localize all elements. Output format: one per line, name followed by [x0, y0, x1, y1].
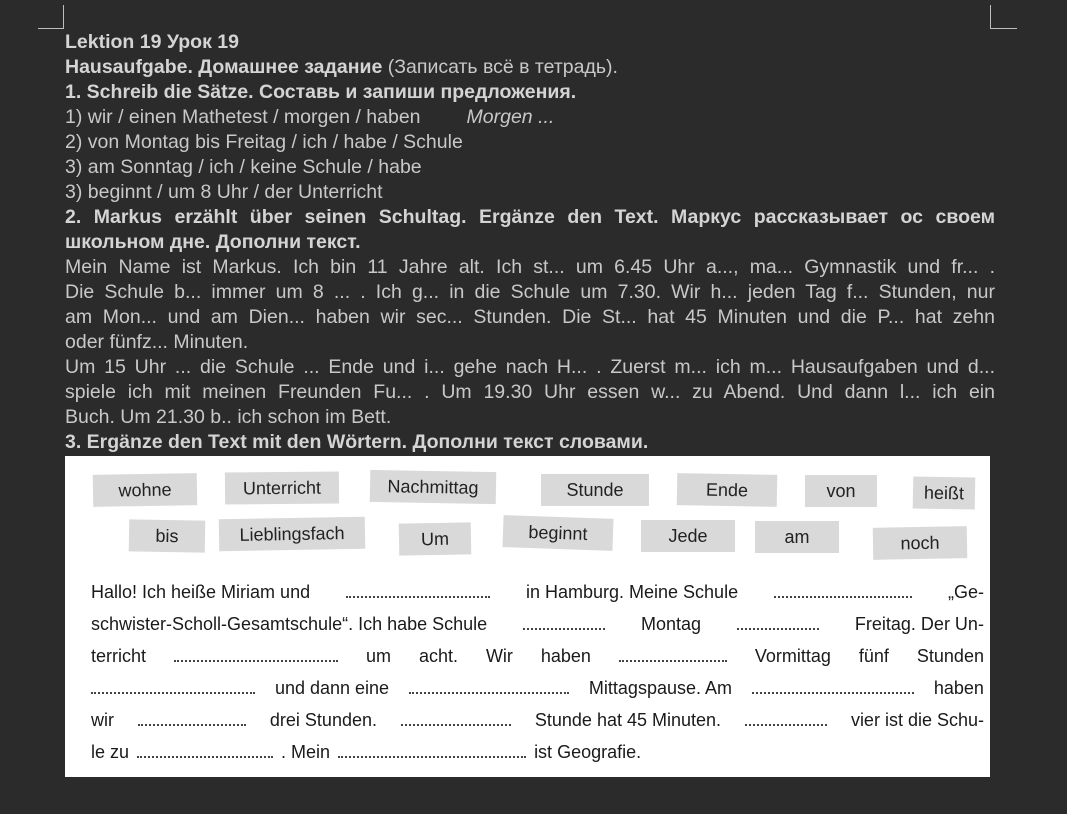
blank [137, 742, 273, 758]
task2-text-line: Buch. Um 21.30 b.. ich schon im Bett. [65, 406, 392, 428]
blank [409, 678, 569, 694]
blank [338, 742, 526, 758]
homework-title: Hausaufgabe. Домашнее задание [65, 56, 383, 78]
page-corner-mark-top-left [38, 5, 64, 29]
cloze-line: le zu . Mein ist Geografie. [91, 742, 642, 762]
blank [346, 582, 490, 598]
lesson-heading: Lektion 19 Урок 19 [65, 31, 239, 53]
word-tile: Unterricht [225, 472, 339, 505]
word-tile: bis [129, 519, 206, 552]
task1-hint: Morgen ... [466, 106, 555, 128]
word-tile: Lieblingsfach [219, 517, 366, 552]
task2-text-line: am Mon... und am Dien... haben wir sec... Stunden. Die St... hat 45 Minuten und die P... hat zehn [65, 306, 995, 328]
cloze-line: terricht um acht. Wir haben Vormittag fünf Stunden [91, 646, 984, 666]
cloze-line: schwister-Scholl-Gesamtschule“. Ich habe Schule Montag Freitag. Der Un- [91, 614, 984, 634]
word-bank-exercise-image [65, 456, 990, 777]
task3-title: 3. Ergänze den Text mit den Wörtern. Дополни текст словами. [65, 431, 649, 453]
task2-text-line: Um 15 Uhr ... die Schule ... Ende und i... gehe nach H... . Zuerst m... ich m... Hausaufgaben und d... [65, 356, 995, 378]
blank [745, 710, 827, 726]
blank [174, 646, 338, 662]
cloze-line: wir drei Stunden. Stunde hat 45 Minuten. vier ist die Schu- [91, 710, 984, 730]
blank [401, 710, 511, 726]
document-body [65, 30, 995, 455]
word-tile: am [755, 521, 839, 553]
word-tile: Um [399, 522, 472, 555]
word-tile: beginnt [502, 515, 613, 551]
task1-item: 2) von Montag bis Freitag / ich / habe / Schule [65, 131, 463, 153]
task2-text-line: spiele ich mit meinen Freunden Fu... . Um 19.30 Uhr essen w... zu Abend. Und dann l... ich ein [65, 381, 995, 403]
blank [774, 582, 912, 598]
task2-title: 2. Markus erzählt über seinen Schultag. Ergänze den Text. Маркус рассказывает ос своем [65, 206, 995, 228]
task2-text-line: oder fünfz... Minuten. [65, 331, 249, 353]
homework-line [65, 55, 995, 80]
task1-title: 1. Schreib die Sätze. Составь и запиши предложения. [65, 81, 577, 103]
task1-item: 3) am Sonntag / ich / keine Schule / habe [65, 156, 422, 178]
blank [91, 678, 255, 694]
task2-text-line: Mein Name ist Markus. Ich bin 11 Jahre alt. Ich st... um 6.45 Uhr a..., ma... Gymnastik und fr... . [65, 256, 995, 278]
word-tile: Jede [641, 520, 735, 552]
blank [737, 614, 819, 630]
task2-title-cont: школьном дне. Дополни текст. [65, 231, 361, 253]
cloze-line: Hallo! Ich heiße Miriam und in Hamburg. Meine Schule „Ge- [91, 582, 984, 602]
blank [523, 614, 605, 630]
word-tile: Ende [677, 473, 778, 507]
cloze-line: und dann eine Mittagspause. Am haben [91, 672, 984, 704]
page-corner-mark-top-right [990, 5, 1017, 29]
blank [752, 678, 914, 694]
word-tile: von [805, 475, 877, 507]
cloze-text [91, 576, 984, 768]
word-tile: Nachmittag [370, 470, 497, 504]
word-tile: heißt [913, 476, 976, 509]
homework-note: (Записать всё в тетрадь). [382, 56, 618, 78]
blank [138, 710, 246, 726]
blank [619, 646, 727, 662]
word-tile: wohne [93, 473, 198, 507]
task1-item: 3) beginnt / um 8 Uhr / der Unterricht [65, 181, 383, 203]
task2-text-line: Die Schule b... immer um 8 ... . Ich g... in die Schule um 7.30. Wir h... jeden Tag f... Stunden, nur [65, 281, 995, 303]
word-tile: Stunde [541, 474, 649, 506]
word-tile: noch [873, 526, 968, 560]
task1-item: 1) wir / einen Mathetest / morgen / haben Morgen ... [65, 106, 555, 128]
